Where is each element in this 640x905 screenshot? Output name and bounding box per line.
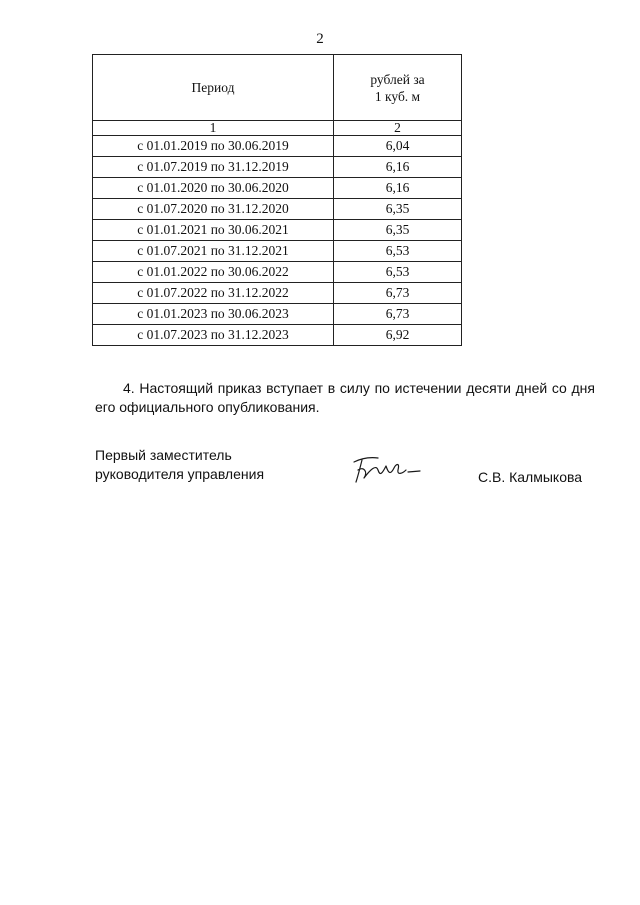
period-cell: с 01.07.2021 по 31.12.2021 bbox=[93, 241, 334, 262]
table-row bbox=[93, 199, 462, 220]
period-header: Период bbox=[93, 55, 334, 121]
signatory-title bbox=[95, 446, 264, 484]
table-row bbox=[93, 178, 462, 199]
handwritten-signature bbox=[348, 448, 423, 488]
column-number-row bbox=[93, 121, 462, 136]
table-row bbox=[93, 220, 462, 241]
effective-date-paragraph: 4. Настоящий приказ вступает в силу по истечении десяти дней со дня его официального опубликования. bbox=[95, 380, 595, 415]
table-row bbox=[93, 283, 462, 304]
price-header-line2: 1 куб. м bbox=[374, 88, 421, 104]
period-cell: с 01.01.2019 по 30.06.2019 bbox=[93, 136, 334, 157]
price-header bbox=[334, 55, 462, 121]
signatory-title-line2: руководителя управления bbox=[95, 466, 265, 482]
table-row bbox=[93, 304, 462, 325]
table-row bbox=[93, 157, 462, 178]
price-cell: 6,53 bbox=[334, 241, 462, 262]
price-header-line1: рублей за bbox=[370, 71, 425, 87]
period-cell: с 01.01.2022 по 30.06.2022 bbox=[93, 262, 334, 283]
price-cell: 6,92 bbox=[334, 325, 462, 346]
period-cell: с 01.07.2022 по 31.12.2022 bbox=[93, 283, 334, 304]
table-row bbox=[93, 241, 462, 262]
page-number: 2 bbox=[316, 31, 324, 47]
price-cell: 6,73 bbox=[334, 283, 462, 304]
table-header-row bbox=[93, 55, 462, 121]
column-number-2: 2 bbox=[334, 121, 462, 136]
tariff-table-body bbox=[93, 55, 462, 346]
signatory-name: С.В. Калмыкова bbox=[478, 469, 583, 485]
price-cell: 6,35 bbox=[334, 220, 462, 241]
price-cell: 6,16 bbox=[334, 157, 462, 178]
price-cell: 6,35 bbox=[334, 199, 462, 220]
price-cell: 6,16 bbox=[334, 178, 462, 199]
period-cell: с 01.01.2020 по 30.06.2020 bbox=[93, 178, 334, 199]
period-cell: с 01.01.2023 по 30.06.2023 bbox=[93, 304, 334, 325]
price-cell: 6,53 bbox=[334, 262, 462, 283]
table-row bbox=[93, 136, 462, 157]
table-row bbox=[93, 262, 462, 283]
column-number-1: 1 bbox=[93, 121, 334, 136]
tariff-table bbox=[92, 54, 462, 346]
signatory-title-line1: Первый заместитель bbox=[95, 447, 232, 463]
period-cell: с 01.07.2023 по 31.12.2023 bbox=[93, 325, 334, 346]
price-cell: 6,73 bbox=[334, 304, 462, 325]
period-cell: с 01.07.2019 по 31.12.2019 bbox=[93, 157, 334, 178]
period-cell: с 01.07.2020 по 31.12.2020 bbox=[93, 199, 334, 220]
period-cell: с 01.01.2021 по 30.06.2021 bbox=[93, 220, 334, 241]
table-row bbox=[93, 325, 462, 346]
price-cell: 6,04 bbox=[334, 136, 462, 157]
